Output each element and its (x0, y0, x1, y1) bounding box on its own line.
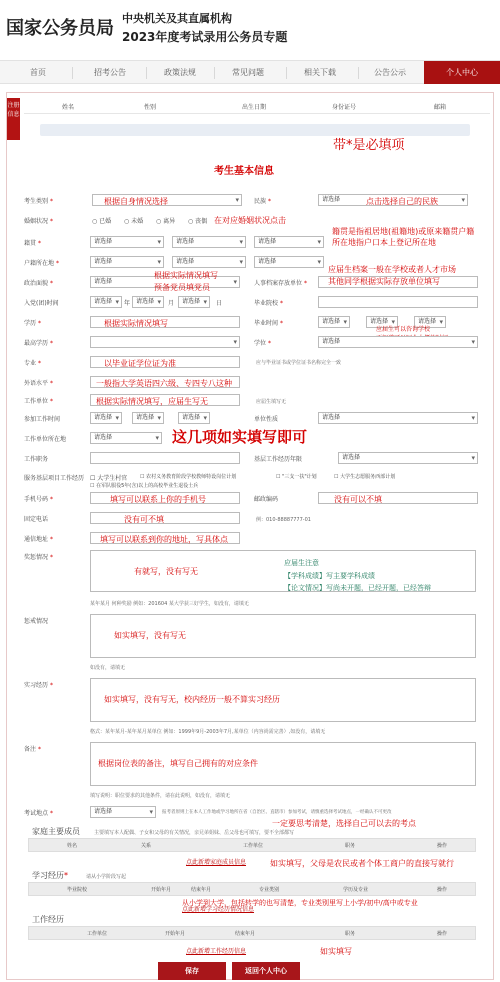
hukou-county-select[interactable]: 请选择 ▾ (254, 256, 324, 268)
landline-input[interactable] (90, 512, 240, 524)
label-duty: 工作职务 (24, 456, 49, 463)
tab-personal-center[interactable]: 个人中心 (424, 61, 500, 84)
family-col-name: 姓名 (67, 843, 78, 849)
work-col-start: 开始年月 (165, 931, 186, 937)
label-major: 专业 * (24, 360, 41, 367)
party-day-select[interactable]: 请选择 ▾ (178, 296, 210, 308)
label-work-unit: 工作单位 * (24, 398, 53, 405)
family-table-title: 家庭主要成员 (32, 827, 80, 836)
work-col-end: 结束年月 (235, 931, 256, 937)
family-col-unit: 工作单位 (243, 843, 264, 849)
label-archive-unit: 人事档案存放单位 * (254, 280, 307, 287)
work-col-action: 操作 (437, 931, 448, 937)
label-remarks: 备注 * (24, 746, 41, 753)
tab-downloads[interactable]: 相关下载 (304, 68, 336, 77)
work-table-header (28, 926, 476, 940)
label-degree-level: 学历 * (24, 320, 41, 327)
month-label: 月 (168, 300, 175, 307)
work-col-unit: 工作单位 (87, 931, 108, 937)
study-col-major: 学历及专业 (343, 887, 369, 893)
hint-exam: 报考者原则上在本人工作地或学习地所在省（自治区、直辖市）参加考试，请慎重选择考试地点，一经确认不可更改 (162, 810, 392, 815)
note-graduate-title: 应届生注意 (284, 559, 319, 567)
note-address: 填写可以联系到你的地址，写具体点 (100, 535, 228, 544)
col-birthdate: 出生日期 (242, 104, 267, 111)
study-col-start: 开始年月 (151, 887, 172, 893)
exam-place-select[interactable]: 请选择 ▾ (90, 806, 156, 818)
radio-divorced[interactable]: ○ 离异 (156, 218, 176, 225)
native-province-select[interactable]: 请选择 ▾ (90, 236, 164, 248)
col-gender: 性别 (144, 104, 157, 111)
note-category: 根据自身情况选择 (104, 197, 168, 206)
note-foreign: 一般指大学英语四六级、专四专八这种 (96, 379, 232, 388)
user-info-header (24, 98, 490, 114)
note-ethnic: 点击选择自己的民族 (366, 197, 438, 206)
hukou-city-select[interactable]: 请选择 ▾ (172, 256, 246, 268)
note-graduate-2: 【论文情况】写尚未开题，已经开题，已经答辩 (284, 584, 431, 592)
tab-policy[interactable]: 政策法规 (164, 68, 196, 77)
add-family-link[interactable]: 点此新增家庭成员信息 (186, 859, 247, 866)
day-label: 日 (216, 300, 223, 307)
family-table-note: 主要填写本人配偶、子女和父母的有关情况，亲兄弟姐妹、岳父母也可填写，要不全部都写 (94, 830, 295, 836)
label-practice: 实习经历 * (24, 682, 53, 689)
section-title: 考生基本信息 (214, 166, 274, 177)
edu-select[interactable] (90, 336, 240, 348)
family-col-relation: 关系 (141, 843, 152, 849)
label-grad-time: 毕业时间 * (254, 320, 283, 327)
save-button[interactable]: 保存 (158, 962, 226, 980)
hint-punish: 如没有，请填无 (90, 665, 126, 671)
note-school-time: 应届生可以咨询学校 (376, 326, 431, 333)
study-table-note: 请从小学阶段写起 (86, 874, 127, 880)
study-table-title: 学习经历* (32, 871, 68, 880)
nav-divider (286, 67, 287, 79)
nav-divider (358, 67, 359, 79)
note-graduate-1: 【学科成绩】写主要学科成绩 (284, 572, 375, 580)
label-work-place: 工作单位所在地 (24, 436, 67, 443)
school-input[interactable] (318, 296, 478, 308)
label-party-time: 入党(团)时间 (24, 300, 59, 307)
duty-input[interactable] (90, 452, 240, 464)
tab-announcements[interactable]: 公告公示 (374, 68, 406, 77)
hint-landline: 例：010-88887777-01 (256, 517, 311, 523)
required-note: 带*是必填项 (333, 138, 405, 153)
note-work-unit: 根据实际情况填写，应届生写无 (96, 397, 208, 406)
grad-day-select[interactable]: 请选择 ▾ (414, 316, 446, 328)
note-archive: 应届生档案一般在学校或者人才市场 (328, 265, 456, 274)
study-col-school: 毕业院校 (67, 887, 88, 893)
note-remarks: 根据岗位表的备注，填写自己拥有的对应条件 (98, 759, 258, 768)
label-service: 服务基层项目工作经历 (24, 475, 85, 482)
note-marital: 在对应婚姻状况点击 (214, 216, 286, 225)
grad-year-select[interactable]: 请选择 ▾ (318, 316, 350, 328)
study-col-category: 专业类别 (259, 887, 280, 893)
col-name: 姓名 (62, 104, 75, 111)
work-col-duty: 职务 (345, 931, 356, 937)
hint-practice: 格式：某年某月-某年某月某单位 例如：1999年9月-2003年7月,某单位（内容尚需完善）,如没有，请填无 (90, 729, 326, 735)
note-landline: 没有可不填 (124, 515, 164, 524)
note-punish: 如实填写，没有写无 (114, 631, 186, 640)
label-phone: 手机号码 * (24, 496, 53, 503)
checkbox-teacher-plan[interactable]: ☐ 农村义务教育阶段学校教师特设岗位计划 (140, 474, 237, 480)
note-politics2: 预备党员填党员 (154, 283, 210, 292)
family-col-action: 操作 (437, 843, 448, 849)
hukou-province-select[interactable]: 请选择 ▾ (90, 256, 164, 268)
note-practice: 如实填写，没有写无，校内经历一般不算实习经历 (104, 695, 280, 704)
work-year-select[interactable]: 请选择 ▾ (90, 412, 122, 424)
label-postcode: 邮政编码 (254, 496, 279, 503)
blurred-user-info (40, 124, 470, 136)
radio-unmarried[interactable]: ○ 未婚 (124, 218, 144, 225)
label-hukou: 户籍所在地 * (24, 260, 59, 267)
back-to-personal-center-button[interactable]: 返回个人中心 (232, 962, 300, 980)
label-unit-nature: 单位性质 (254, 416, 279, 423)
note-fill-truth: 这几项如实填写即可 (172, 428, 308, 446)
checkbox-veteran[interactable]: ☐ 在军队服役5年(含)以上的高校毕业生退役士兵 (90, 483, 199, 489)
label-native: 籍贯 * (24, 240, 41, 247)
hint-major: 应与毕业证书或学位证书名称完全一致 (256, 360, 342, 366)
note-phone: 填写可以联系上你的手机号 (110, 495, 206, 504)
label-punish: 惩戒情况 (24, 618, 49, 625)
add-work-link[interactable]: 点此新增工作经历信息 (186, 948, 247, 955)
label-work-time: 参加工作时间 (24, 416, 61, 423)
label-degree: 学位 * (254, 340, 271, 347)
label-edu: 最高学历 * (24, 340, 53, 347)
note-family: 如实填写，父母是农民或者个体工商户的直接写就行 (270, 859, 454, 868)
add-study-link[interactable]: 点此新增学习经历情况信息 (182, 906, 255, 913)
label-politics: 政治面貌 * (24, 280, 53, 287)
note-archive2: 其他同学根据实际存放单位填写 (328, 277, 440, 286)
base-years-select[interactable]: 请选择 ▾ (338, 452, 478, 464)
note-politics: 根据实际情况填写 (154, 271, 218, 280)
radio-married[interactable]: ○ 已婚 (92, 218, 112, 225)
note-awards: 有就写，没有写无 (134, 567, 198, 576)
org-name: 中央机关及其直属机构 (122, 12, 232, 25)
col-email: 邮箱 (434, 104, 447, 111)
tab-faq[interactable]: 常见问题 (232, 68, 264, 77)
work-table-title: 工作经历 (32, 915, 64, 924)
label-address: 通信地址 * (24, 536, 53, 543)
label-category: 考生类别 * (24, 198, 53, 205)
note-study: 从小学到大学，包括转学的也写清楚，专业类别里写上小学/初中/高中或专业 (182, 899, 418, 907)
tab-recruit-notice[interactable]: 招考公告 (94, 68, 126, 77)
note-native: 籍贯是指祖居地(祖籍地)或原来籍贯户籍所在地指户口本上登记所在地 (332, 227, 475, 247)
col-id-number: 身份证号 (332, 104, 357, 111)
degree-select[interactable]: 请选择 ▾ (318, 336, 478, 348)
hint-remarks: 填写说明：职位要求的其他条件，请在此说明，如没有，请填无 (90, 793, 231, 799)
label-base-years: 基层工作经历年限 (254, 456, 303, 463)
nav-divider (72, 67, 73, 79)
unit-nature-select[interactable]: 请选择 ▾ (318, 412, 478, 424)
checkbox-village-official[interactable]: ☐ 大学生村官 (90, 475, 128, 482)
native-city-select[interactable]: 请选择 ▾ (172, 236, 246, 248)
page-subtitle: 2023年度考试录用公务员专题 (122, 30, 288, 44)
nav-divider (146, 67, 147, 79)
study-col-action: 操作 (437, 887, 448, 893)
study-col-end: 结束年月 (191, 887, 212, 893)
party-year-select[interactable]: 请选择 ▾ (90, 296, 122, 308)
checkbox-west-plan[interactable]: ☐ 大学生志愿服务西部计划 (334, 474, 396, 480)
nav-divider (214, 67, 215, 79)
label-exam-place: 考试地点 * (24, 810, 53, 817)
label-school: 毕业院校 * (254, 300, 283, 307)
family-table-header (28, 838, 476, 852)
site-title: 国家公务员局 (6, 18, 114, 39)
label-foreign: 外语水平 * (24, 380, 53, 387)
site-header (0, 0, 500, 56)
hint-awards: 某年某月 何种奖励 例如：201604 某大学获三好学生，如没有，请填无 (90, 601, 249, 607)
registration-side-label: 注册信息 (7, 98, 20, 140)
year-label: 年 (124, 300, 131, 307)
main-nav (0, 60, 500, 84)
label-landline: 固定电话 (24, 516, 49, 523)
study-table-header (28, 882, 476, 896)
checkbox-sanzhi[interactable]: ☐ "三支一扶"计划 (276, 474, 317, 480)
label-marital: 婚姻状况 * (24, 218, 53, 225)
note-email: 没有可以不填 (334, 495, 382, 504)
grad-month-select[interactable]: 请选择 ▾ (366, 316, 398, 328)
work-day-select[interactable]: 请选择 ▾ (178, 412, 210, 424)
politics-select[interactable]: 请选择 ▾ (90, 276, 240, 288)
label-ethnic: 民族 * (254, 198, 271, 205)
work-place-select[interactable]: 请选择 ▾ (90, 432, 162, 444)
note-work: 如实填写 (320, 947, 352, 956)
tab-home[interactable]: 首页 (30, 68, 46, 77)
ethnic-select[interactable]: 请选择 ▾ (318, 194, 468, 206)
label-awards: 奖惩情况 * (24, 554, 53, 561)
note-exam-place: 一定要思考清楚，选择自己可以去的考点 (272, 819, 416, 828)
radio-widowed[interactable]: ○ 丧偶 (188, 218, 208, 225)
party-month-select[interactable]: 请选择 ▾ (132, 296, 164, 308)
work-month-select[interactable]: 请选择 ▾ (132, 412, 164, 424)
note-major: 以毕业证学位证为准 (104, 359, 176, 368)
note-name-field: 根据实际情况填写 (104, 319, 168, 328)
hint-duty: 应届生填写无 (256, 399, 287, 405)
family-col-duty: 职务 (345, 843, 356, 849)
native-county-select[interactable]: 请选择 ▾ (254, 236, 324, 248)
